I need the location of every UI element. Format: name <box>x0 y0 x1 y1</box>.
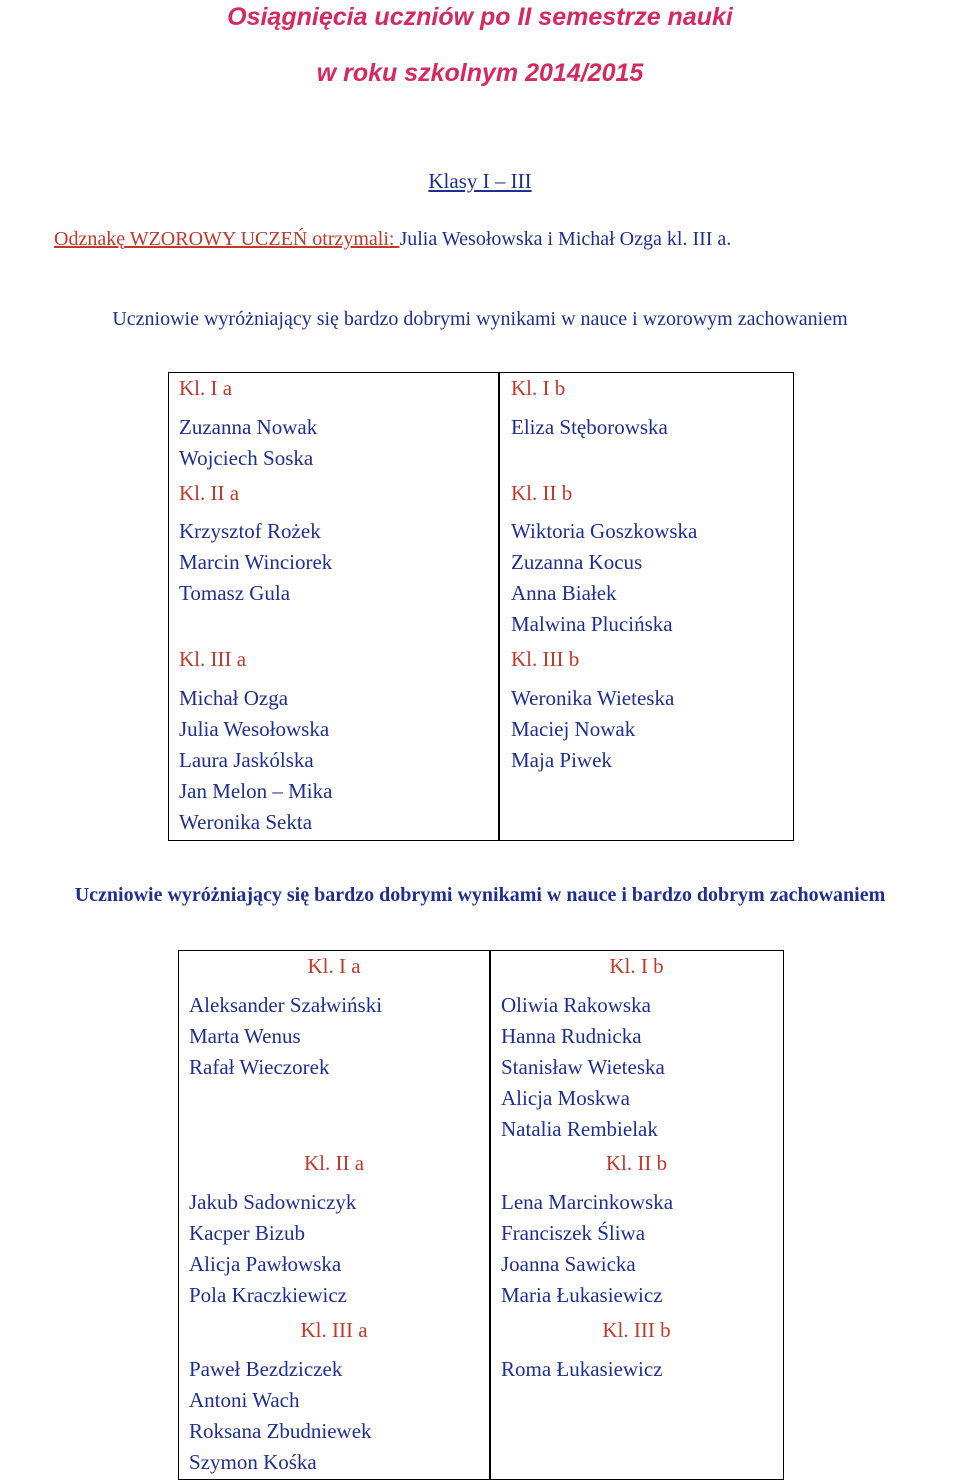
student-name: Antoni Wach <box>189 1388 300 1412</box>
s1-left-class-label: Kl. II a <box>179 481 240 505</box>
s2-right-name-list <box>501 1187 673 1311</box>
classes-heading: Klasy I – III <box>428 169 532 193</box>
s2-left-name-list <box>189 1354 372 1478</box>
student-name: Lena Marcinkowska <box>501 1190 674 1214</box>
s1-left-class-label: Kl. III a <box>179 647 247 671</box>
s2-left-class-label: Kl. III a <box>300 1318 368 1342</box>
student-name: Zuzanna Nowak <box>179 415 318 439</box>
s2-left-class-label: Kl. I a <box>307 954 361 978</box>
student-name: Jan Melon – Mika <box>179 779 333 803</box>
s2-right-name-list <box>501 990 665 1145</box>
student-name: Eliza Stęborowska <box>511 415 668 439</box>
student-name: Alicja Moskwa <box>501 1086 630 1110</box>
s2-left-name-list <box>189 1187 356 1311</box>
student-name: Marta Wenus <box>189 1024 301 1048</box>
s1-right-name-list <box>511 683 674 776</box>
student-name: Roma Łukasiewicz <box>501 1357 663 1381</box>
s2-right-class-label: Kl. I b <box>609 954 664 978</box>
student-name: Maciej Nowak <box>511 717 636 741</box>
section2-title: Uczniowie wyróżniający się bardzo dobrymi wynikami w nauce i bardzo dobrym zachowaniem <box>74 884 886 906</box>
s1-left-name-list <box>179 516 332 609</box>
student-name: Natalia Rembielak <box>501 1117 658 1141</box>
s2-left-name-list <box>189 990 382 1083</box>
student-name: Pola Kraczkiewicz <box>189 1283 348 1307</box>
student-name: Anna Białek <box>511 581 617 605</box>
student-name: Wiktoria Goszkowska <box>511 519 698 543</box>
s1-right-class-label: Kl. II b <box>511 481 573 505</box>
student-name: Jakub Sadowniczyk <box>189 1190 357 1214</box>
student-name: Malwina Plucińska <box>511 612 673 636</box>
s2-right-name-list <box>501 1354 663 1385</box>
s1-left-name-list <box>179 412 317 474</box>
student-name: Michał Ozga <box>179 686 289 710</box>
student-name: Zuzanna Kocus <box>511 550 643 574</box>
s2-right-class-label: Kl. II b <box>605 1151 668 1175</box>
student-name: Paweł Bezdziczek <box>189 1357 343 1381</box>
page-subtitle: w roku szkolnym 2014/2015 <box>316 59 644 87</box>
student-name: Oliwia Rakowska <box>501 993 651 1017</box>
student-name: Alicja Pawłowska <box>189 1252 342 1276</box>
page-title: Osiągnięcia uczniów po II semestrze nauki <box>227 3 733 31</box>
student-name: Stanisław Wieteska <box>501 1055 665 1079</box>
student-name: Marcin Winciorek <box>179 550 333 574</box>
student-name: Wojciech Soska <box>179 446 314 470</box>
student-name: Weronika Wieteska <box>511 686 675 710</box>
student-name: Maria Łukasiewicz <box>501 1283 663 1307</box>
s2-left-class-label: Kl. II a <box>303 1151 365 1175</box>
s1-right-name-list <box>511 412 668 443</box>
s1-right-class-label: Kl. III b <box>511 647 580 671</box>
s1-right-name-list <box>511 516 697 640</box>
student-name: Hanna Rudnicka <box>501 1024 642 1048</box>
student-name: Tomasz Gula <box>179 581 291 605</box>
student-name: Weronika Sekta <box>179 810 313 834</box>
student-name: Julia Wesołowska <box>179 717 330 741</box>
badge-label: Odznakę WZOROWY UCZEŃ otrzymali: <box>54 228 400 250</box>
section1-title: Uczniowie wyróżniający się bardzo dobrymi wynikami w nauce i wzorowym zachowaniem <box>112 308 848 330</box>
student-name: Maja Piwek <box>511 748 612 772</box>
s2-right-class-label: Kl. III b <box>602 1318 671 1342</box>
student-name: Franciszek Śliwa <box>501 1221 646 1245</box>
student-name: Rafał Wieczorek <box>189 1055 330 1079</box>
student-name: Laura Jaskólska <box>179 748 314 772</box>
student-name: Szymon Kośka <box>189 1450 317 1474</box>
section2-divider <box>489 950 491 1480</box>
student-name: Joanna Sawicka <box>501 1252 636 1276</box>
s1-left-name-list <box>179 683 332 838</box>
student-name: Krzysztof Rożek <box>179 519 321 543</box>
s1-left-class-label: Kl. I a <box>179 376 233 400</box>
section1-divider <box>498 372 500 841</box>
badge-recipients: Julia Wesołowska i Michał Ozga kl. III a. <box>399 228 732 250</box>
s1-right-class-label: Kl. I b <box>511 376 566 400</box>
badge-line <box>54 226 731 252</box>
student-name: Kacper Bizub <box>189 1221 306 1245</box>
student-name: Roksana Zbudniewek <box>189 1419 372 1443</box>
student-name: Aleksander Szałwiński <box>189 993 383 1017</box>
